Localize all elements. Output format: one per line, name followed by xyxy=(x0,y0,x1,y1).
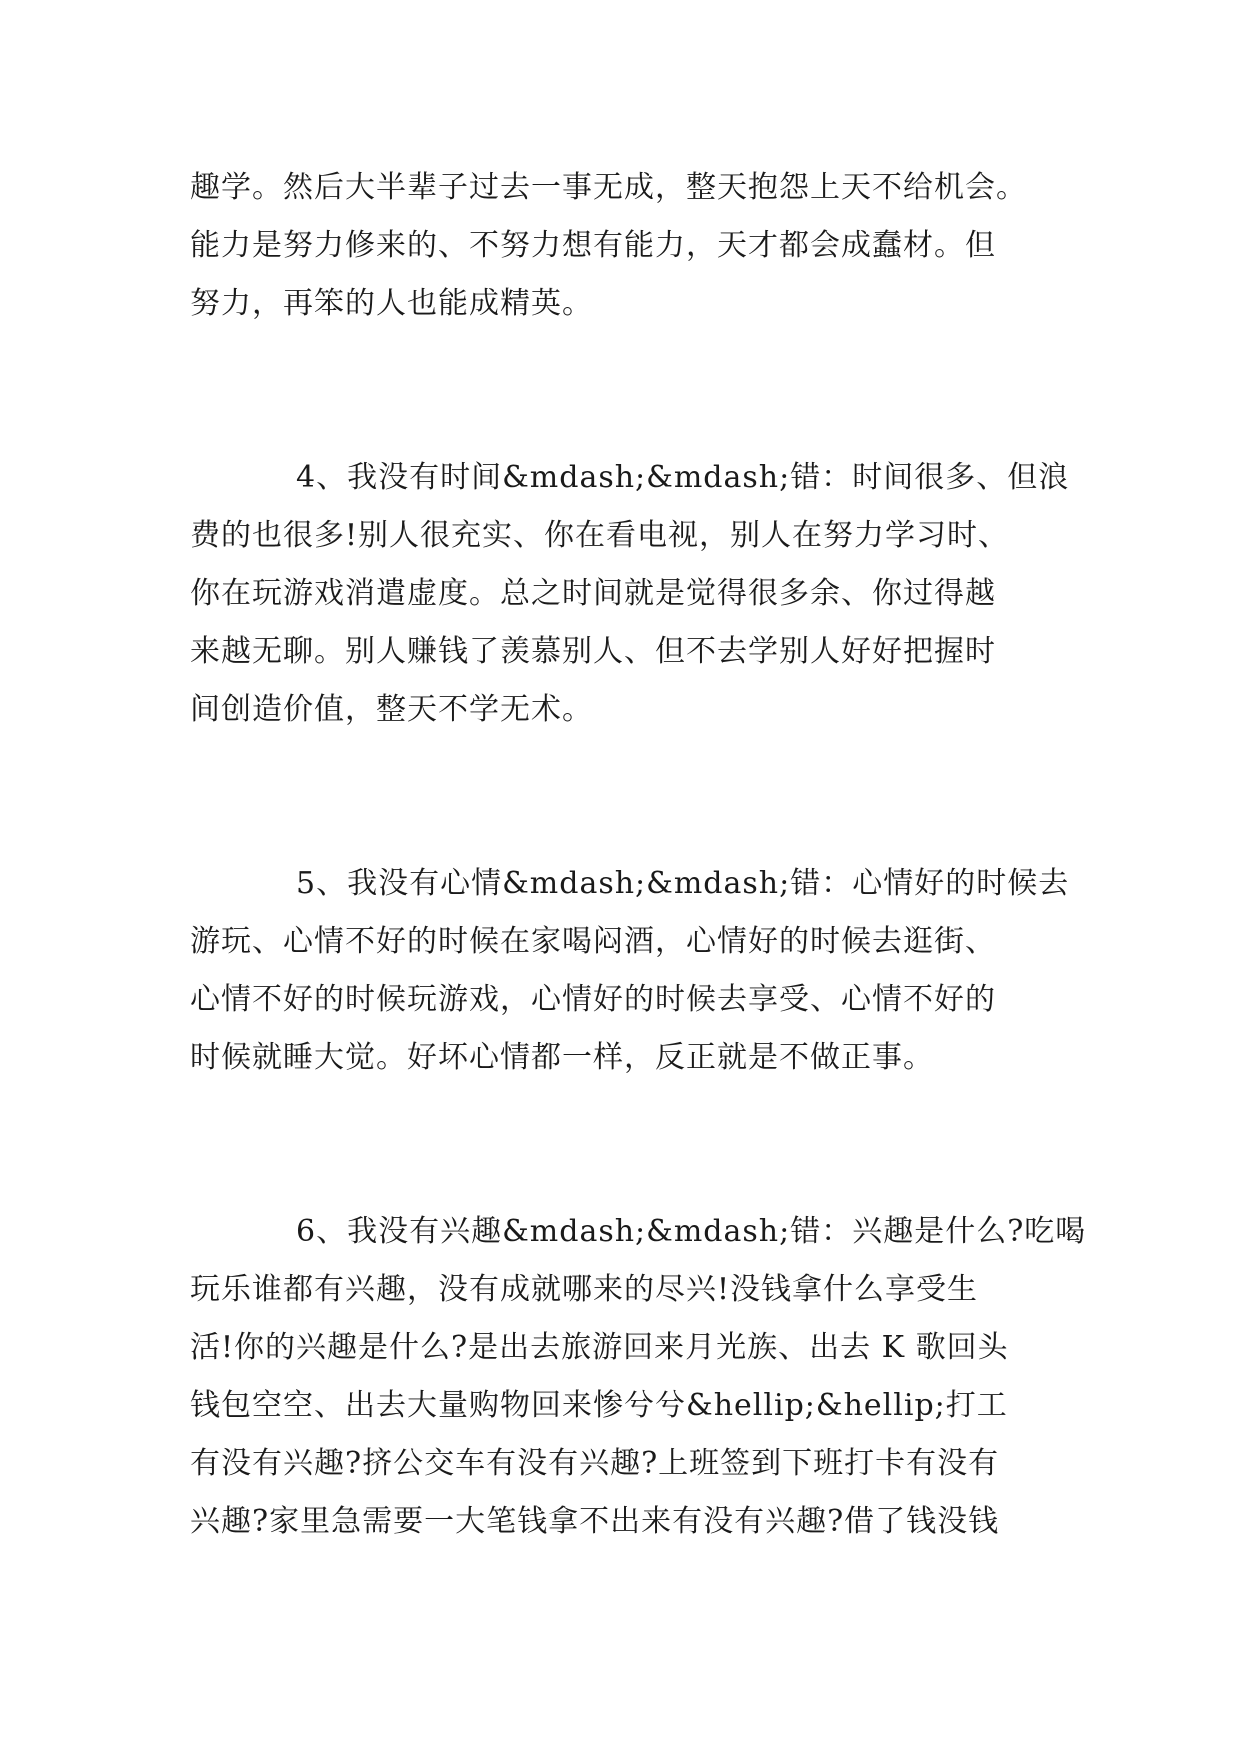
text-line: 玩乐谁都有兴趣，没有成就哪来的尽兴!没钱拿什么享受生 xyxy=(190,1272,979,1307)
text-line: 游玩、心情不好的时候在家喝闷酒，心情好的时候去逛街、 xyxy=(190,924,996,959)
paragraph-no-interest xyxy=(190,1203,1087,1551)
text-line: 趣学。然后大半辈子过去一事无成，整天抱怨上天不给机会。 xyxy=(190,170,1027,205)
text-line: 5、我没有心情&mdash;&mdash;错：心情好的时候去 xyxy=(296,866,1070,901)
text-line: 4、我没有时间&mdash;&mdash;错：时间很多、但浪 xyxy=(296,460,1070,495)
text-line: 6、我没有兴趣&mdash;&mdash;错：兴趣是什么?吃喝 xyxy=(296,1214,1087,1249)
text-line: 间创造价值，整天不学无术。 xyxy=(190,692,593,727)
text-line: 你在玩游戏消遣虚度。总之时间就是觉得很多余、你过得越 xyxy=(190,576,996,611)
text-line: 兴趣?家里急需要一大笔钱拿不出来有没有兴趣?借了钱没钱 xyxy=(190,1504,1000,1539)
text-line: 钱包空空、出去大量购物回来惨兮兮&hellip;&hellip;打工 xyxy=(190,1388,1008,1423)
text-line: 有没有兴趣?挤公交车有没有兴趣?上班签到下班打卡有没有 xyxy=(190,1446,1000,1481)
text-line: 活!你的兴趣是什么?是出去旅游回来月光族、出去 K 歌回头 xyxy=(190,1330,1009,1365)
text-line: 能力是努力修来的、不努力想有能力，天才都会成蠢材。但 xyxy=(190,228,996,263)
paragraph-no-time xyxy=(190,449,1070,739)
paragraph-no-mood xyxy=(190,855,1070,1087)
text-line: 时候就睡大觉。好坏心情都一样，反正就是不做正事。 xyxy=(190,1040,934,1075)
text-line: 费的也很多!别人很充实、你在看电视，别人在努力学习时、 xyxy=(190,518,1010,553)
text-line: 努力，再笨的人也能成精英。 xyxy=(190,286,593,321)
text-line: 来越无聊。别人赚钱了羡慕别人、但不去学别人好好把握时 xyxy=(190,634,996,669)
paragraph-continued xyxy=(190,159,1070,333)
text-line: 心情不好的时候玩游戏，心情好的时候去享受、心情不好的 xyxy=(190,982,996,1017)
